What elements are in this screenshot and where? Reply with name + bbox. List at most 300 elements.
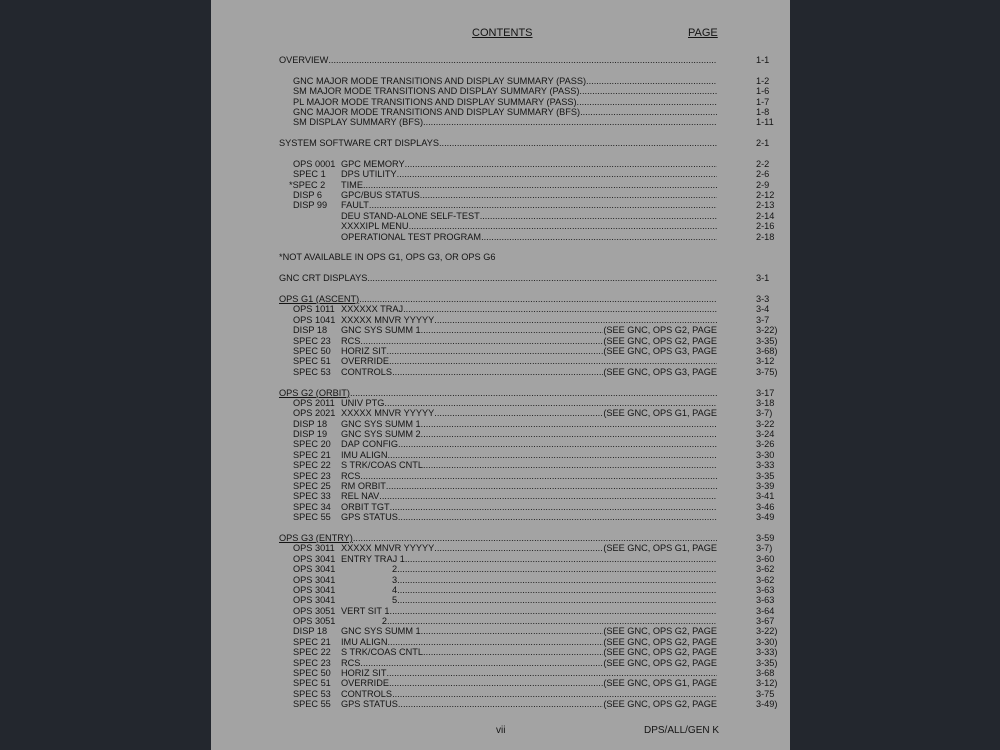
spacer xyxy=(279,377,717,387)
display-entry xyxy=(279,657,778,668)
display-entry xyxy=(279,366,778,377)
entry-page: 3-49) xyxy=(756,699,778,710)
entry-line xyxy=(341,564,717,574)
display-title: DAP CONFIG xyxy=(341,439,399,450)
dot-leader xyxy=(386,346,603,356)
toc-section-gnc xyxy=(279,273,770,284)
display-code: OPS 3041 xyxy=(293,574,336,585)
entry-line xyxy=(341,626,717,636)
display-title: VERT SIT 1 xyxy=(341,605,390,616)
display-title: TIME xyxy=(341,179,363,190)
entry-line xyxy=(279,273,717,283)
display-code: SPEC 21 xyxy=(293,449,331,460)
display-entry xyxy=(279,470,775,481)
entry-page: 3-60 xyxy=(756,553,775,564)
display-code: OPS 0001 xyxy=(293,158,336,169)
dot-leader xyxy=(403,304,717,314)
display-title: IMU ALIGN xyxy=(341,636,388,647)
footnote: *NOT AVAILABLE IN OPS G1, OPS G3, OR OPS G6 xyxy=(279,252,496,263)
display-code: SPEC 55 xyxy=(293,699,331,710)
toc-entry xyxy=(279,96,770,107)
dot-leader xyxy=(392,367,603,377)
entry-page: 3-62 xyxy=(756,564,775,575)
entry-line xyxy=(279,55,717,65)
display-code: OPS 3041 xyxy=(293,564,336,575)
display-title: IMU ALIGN xyxy=(341,449,388,460)
entry-page: 3-30 xyxy=(756,449,775,460)
dot-leader xyxy=(390,606,717,616)
display-title: UNIV PTG xyxy=(341,397,385,408)
cross-reference: (SEE GNC, OPS G3, PAGE xyxy=(603,345,717,356)
display-code: OPS 1011 xyxy=(293,304,335,315)
entry-page: 3-24 xyxy=(756,429,775,440)
display-entry xyxy=(279,335,778,346)
spacer xyxy=(279,523,717,533)
display-code: OPS 3041 xyxy=(293,595,336,606)
entry-page: 3-59 xyxy=(756,532,775,543)
display-entry xyxy=(279,543,773,554)
dot-leader xyxy=(421,626,604,636)
entry-page: 3-67 xyxy=(756,616,775,627)
display-title: DEU STAND-ALONE SELF-TEST xyxy=(341,210,480,221)
display-entry xyxy=(279,491,775,502)
spacer xyxy=(279,128,717,138)
entry-page: 3-49 xyxy=(756,512,775,523)
dot-leader xyxy=(389,678,603,688)
dot-leader xyxy=(434,543,603,553)
dot-leader xyxy=(367,273,717,283)
display-entry xyxy=(279,158,770,169)
dot-leader xyxy=(360,336,603,346)
cross-reference: (SEE GNC, OPS G2, PAGE xyxy=(603,699,717,710)
dot-leader xyxy=(397,169,717,179)
entry-title: SM MAJOR MODE TRANSITIONS AND DISPLAY SUMMARY (PASS) xyxy=(293,86,580,97)
entry-line xyxy=(341,315,717,325)
table-of-contents xyxy=(279,55,778,710)
entry-page: 3-35) xyxy=(756,657,778,668)
display-entry xyxy=(279,460,775,471)
toc-subsection-g2 xyxy=(279,387,775,398)
display-entry xyxy=(279,636,778,647)
dot-leader xyxy=(586,76,717,86)
entry-title: SM DISPLAY SUMMARY (BFS) xyxy=(293,117,424,128)
dot-leader xyxy=(386,481,717,491)
display-entry xyxy=(279,501,775,512)
dot-leader xyxy=(379,491,717,501)
dot-leader xyxy=(409,221,717,231)
entry-line xyxy=(341,554,717,564)
display-title: XXXXX MNVR YYYYY xyxy=(341,314,435,325)
dot-leader xyxy=(480,211,717,221)
entry-line xyxy=(341,439,717,449)
display-title: XXXXX MNVR YYYYY xyxy=(341,543,435,554)
cross-reference: (SEE GNC, OPS G2, PAGE xyxy=(603,325,717,336)
entry-line xyxy=(341,471,717,481)
dot-leader xyxy=(386,668,717,678)
dot-leader xyxy=(360,658,603,668)
display-title: DPS UTILITY xyxy=(341,169,397,180)
display-title: XXXXIPL MENU xyxy=(341,221,409,232)
entry-line xyxy=(341,190,717,200)
cross-reference: (SEE GNC, OPS G2, PAGE xyxy=(603,626,717,637)
display-code: SPEC 33 xyxy=(293,491,331,502)
cross-reference: (SEE GNC, OPS G2, PAGE xyxy=(603,647,717,658)
entry-line xyxy=(341,658,717,668)
dot-leader xyxy=(434,408,603,418)
dot-leader xyxy=(384,398,717,408)
display-title: OVERRIDE xyxy=(341,356,389,367)
footnote-row xyxy=(279,252,717,262)
dot-leader xyxy=(423,647,603,657)
cross-reference: (SEE GNC, OPS G2, PAGE xyxy=(603,335,717,346)
display-entry xyxy=(279,439,775,450)
dot-leader xyxy=(328,55,717,65)
entry-page: 1-1 xyxy=(756,55,770,65)
display-code: *SPEC 2 xyxy=(289,179,326,190)
dot-leader xyxy=(398,439,717,449)
dot-leader xyxy=(398,699,603,709)
display-code: DISP 18 xyxy=(293,626,328,637)
display-title: S TRK/COAS CNTL xyxy=(341,460,424,471)
display-code: SPEC 20 xyxy=(293,439,331,450)
entry-line xyxy=(341,606,717,616)
display-title: 5 xyxy=(341,595,398,606)
display-entry xyxy=(279,699,778,710)
dot-leader xyxy=(387,637,603,647)
display-title: HORIZ SIT xyxy=(341,668,387,679)
entry-line xyxy=(341,647,717,657)
entry-line xyxy=(341,595,717,605)
entry-line xyxy=(279,388,717,398)
entry-page: 3-12 xyxy=(756,356,775,367)
display-code: OPS 3051 xyxy=(293,616,336,627)
display-title: XXXXX MNVR YYYYY xyxy=(341,408,435,419)
entry-page: 2-12 xyxy=(756,190,775,201)
toc-entry xyxy=(279,117,774,128)
cross-reference: (SEE GNC, OPS G1, PAGE xyxy=(603,408,717,419)
dot-leader xyxy=(421,419,717,429)
display-title: 3 xyxy=(341,574,398,585)
entry-page: 3-41 xyxy=(756,491,775,502)
dot-leader xyxy=(363,180,717,190)
display-code: DISP 99 xyxy=(293,200,328,211)
entry-line xyxy=(341,460,717,470)
toc-section-overview xyxy=(279,55,770,65)
display-code: OPS 2021 xyxy=(293,408,336,419)
dot-leader xyxy=(397,595,717,605)
display-code: SPEC 51 xyxy=(293,356,331,367)
spacer xyxy=(279,284,717,294)
display-title: ORBIT TGT xyxy=(341,501,390,512)
entry-line xyxy=(341,678,717,688)
entry-line xyxy=(341,346,717,356)
cross-reference: (SEE GNC, OPS G1, PAGE xyxy=(603,543,717,554)
entry-line xyxy=(341,180,717,190)
entry-line xyxy=(341,336,717,346)
display-entry xyxy=(279,169,770,180)
display-entry xyxy=(279,314,770,325)
display-code: SPEC 51 xyxy=(293,678,331,689)
entry-line xyxy=(341,200,717,210)
toc-subsection-g3 xyxy=(279,532,775,543)
entry-line xyxy=(341,367,717,377)
display-entry xyxy=(279,179,770,190)
entry-line xyxy=(341,429,717,439)
display-title: GNC SYS SUMM 1 xyxy=(341,325,421,336)
entry-line xyxy=(279,533,717,543)
entry-line xyxy=(341,689,717,699)
dot-leader xyxy=(420,190,717,200)
display-code: SPEC 22 xyxy=(293,647,331,658)
entry-page: 2-13 xyxy=(756,200,775,211)
display-entry xyxy=(279,190,775,201)
entry-line xyxy=(279,294,717,304)
display-title: RM ORBIT xyxy=(341,481,386,492)
entry-page: 3-30) xyxy=(756,636,778,647)
contents-heading: CONTENTS xyxy=(472,27,533,39)
entry-line xyxy=(341,585,717,595)
display-title: S TRK/COAS CNTL xyxy=(341,647,424,658)
display-title: GPS STATUS xyxy=(341,699,398,710)
display-title: GPS STATUS xyxy=(341,512,398,523)
entry-line xyxy=(341,575,717,585)
display-title: 2 xyxy=(341,564,398,575)
entry-line xyxy=(341,450,717,460)
dot-leader xyxy=(423,117,717,127)
entry-line xyxy=(293,97,717,107)
display-code: SPEC 55 xyxy=(293,512,331,523)
entry-line xyxy=(341,668,717,678)
display-entry xyxy=(279,668,775,679)
entry-page: 3-75 xyxy=(756,688,775,699)
display-title: OPERATIONAL TEST PROGRAM xyxy=(341,231,482,242)
entry-page: 3-39 xyxy=(756,481,775,492)
entry-page: 3-26 xyxy=(756,439,775,450)
display-title: GNC SYS SUMM 1 xyxy=(341,626,421,637)
entry-page: 1-8 xyxy=(756,106,770,117)
display-code: OPS 1041 xyxy=(293,314,336,325)
entry-title: OVERVIEW xyxy=(279,55,329,65)
display-title: RCS xyxy=(341,470,361,481)
dot-leader xyxy=(397,575,717,585)
display-code: SPEC 25 xyxy=(293,481,331,492)
document-page xyxy=(211,0,790,750)
entry-page: 3-75) xyxy=(756,366,778,377)
display-entry xyxy=(279,304,770,315)
display-entry xyxy=(279,221,775,232)
entry-page: 3-18 xyxy=(756,397,775,408)
display-title: CONTROLS xyxy=(341,366,393,377)
display-title: REL NAV xyxy=(341,491,380,502)
entry-page: 3-7) xyxy=(756,543,773,554)
entry-page: 3-7) xyxy=(756,408,773,419)
toc-subsection-g1 xyxy=(279,293,770,304)
dot-leader xyxy=(405,159,717,169)
cross-reference: (SEE GNC, OPS G2, PAGE xyxy=(603,657,717,668)
display-entry xyxy=(279,595,775,606)
entry-line xyxy=(293,107,717,117)
display-entry xyxy=(279,345,778,356)
dot-leader xyxy=(434,315,717,325)
display-code: SPEC 23 xyxy=(293,657,331,668)
dot-leader xyxy=(439,138,717,148)
entry-page: 2-14 xyxy=(756,210,775,221)
entry-line xyxy=(341,232,717,242)
spacer xyxy=(279,65,717,75)
dot-leader xyxy=(350,388,717,398)
display-code: SPEC 23 xyxy=(293,470,331,481)
entry-line xyxy=(341,699,717,709)
display-entry xyxy=(279,481,775,492)
display-entry xyxy=(279,626,778,637)
display-code: SPEC 53 xyxy=(293,366,331,377)
page-column-heading: PAGE xyxy=(688,27,718,39)
display-entry xyxy=(279,605,775,616)
toc-entry xyxy=(279,86,770,97)
cross-reference: (SEE GNC, OPS G1, PAGE xyxy=(603,678,717,689)
entry-line xyxy=(341,637,717,647)
display-title: RCS xyxy=(341,335,361,346)
entry-page: 3-1 xyxy=(756,273,770,284)
entry-title: GNC MAJOR MODE TRANSITIONS AND DISPLAY SUMMARY (PASS) xyxy=(293,75,587,86)
entry-line xyxy=(341,304,717,314)
display-code: DISP 18 xyxy=(293,418,328,429)
dot-leader xyxy=(392,689,717,699)
entry-title: GNC CRT DISPLAYS xyxy=(279,273,368,284)
entry-line xyxy=(293,117,717,127)
display-entry xyxy=(279,584,775,595)
display-title: FAULT xyxy=(341,200,369,211)
toc-entry xyxy=(279,106,770,117)
dot-leader xyxy=(353,533,717,543)
display-code: OPS 3051 xyxy=(293,605,336,616)
display-entry xyxy=(279,325,778,336)
dot-leader xyxy=(389,356,717,366)
display-entry xyxy=(279,512,775,523)
dot-leader xyxy=(397,564,717,574)
display-code: SPEC 34 xyxy=(293,501,331,512)
display-code: SPEC 50 xyxy=(293,668,331,679)
entry-line xyxy=(341,221,717,231)
dot-leader xyxy=(421,325,604,335)
display-entry xyxy=(279,647,778,658)
display-code: OPS 3011 xyxy=(293,543,335,554)
entry-line xyxy=(341,419,717,429)
dot-leader xyxy=(390,502,717,512)
dot-leader xyxy=(359,294,717,304)
display-entry xyxy=(279,553,775,564)
entry-page: 2-2 xyxy=(756,158,770,169)
dot-leader xyxy=(405,554,717,564)
entry-line xyxy=(293,86,717,96)
entry-page: 3-22) xyxy=(756,626,778,637)
entry-page: 1-7 xyxy=(756,96,770,107)
footer-doc-id: DPS/ALL/GEN K xyxy=(644,725,720,736)
footer-page-number: vii xyxy=(496,725,506,736)
entry-page: 3-22 xyxy=(756,418,775,429)
entry-page: 2-16 xyxy=(756,221,775,232)
dot-leader xyxy=(481,232,717,242)
dot-leader xyxy=(421,429,717,439)
dot-leader xyxy=(387,450,717,460)
entry-line xyxy=(341,502,717,512)
display-code: SPEC 53 xyxy=(293,688,331,699)
entry-page: 3-4 xyxy=(756,304,770,315)
display-entry xyxy=(279,688,775,699)
entry-page: 3-35 xyxy=(756,470,775,481)
entry-page: 3-33) xyxy=(756,647,778,658)
display-title: XXXXXX TRAJ xyxy=(341,304,404,315)
entry-page: 3-63 xyxy=(756,584,775,595)
dot-leader xyxy=(580,107,717,117)
display-entry xyxy=(279,210,775,221)
display-entry xyxy=(279,408,773,419)
display-code: SPEC 1 xyxy=(293,169,326,180)
entry-page: 3-7 xyxy=(756,314,770,325)
entry-page: 3-62 xyxy=(756,574,775,585)
entry-line xyxy=(341,543,717,553)
entry-title: GNC MAJOR MODE TRANSITIONS AND DISPLAY SUMMARY (BFS) xyxy=(293,106,581,117)
display-entry xyxy=(279,678,778,689)
entry-page: 1-6 xyxy=(756,86,770,97)
spacer xyxy=(279,263,717,273)
display-entry xyxy=(279,356,775,367)
dot-leader xyxy=(369,200,717,210)
display-title: 2 xyxy=(341,616,387,627)
display-title: OVERRIDE xyxy=(341,678,389,689)
entry-title: PL MAJOR MODE TRANSITIONS AND DISPLAY SUMMARY (PASS) xyxy=(293,96,577,107)
entry-line xyxy=(279,138,717,148)
dot-leader xyxy=(387,616,717,626)
display-title: GPC/BUS STATUS xyxy=(341,190,420,201)
entry-line xyxy=(341,325,717,335)
display-entry xyxy=(279,429,775,440)
display-code: DISP 6 xyxy=(293,190,322,201)
display-title: CONTROLS xyxy=(341,688,393,699)
display-code: SPEC 50 xyxy=(293,345,331,356)
entry-page: 3-68) xyxy=(756,345,778,356)
display-code: SPEC 23 xyxy=(293,335,331,346)
dot-leader xyxy=(398,512,717,522)
entry-page: 2-6 xyxy=(756,169,770,180)
entry-title: OPS G1 (ASCENT) xyxy=(279,293,360,304)
entry-line xyxy=(341,481,717,491)
toc-section-system xyxy=(279,138,770,149)
entry-page: 2-1 xyxy=(756,138,770,149)
cross-reference: (SEE GNC, OPS G2, PAGE xyxy=(603,636,717,647)
entry-page: 3-68 xyxy=(756,668,775,679)
display-code: OPS 3041 xyxy=(293,553,336,564)
display-entry xyxy=(279,616,775,627)
entry-title: SYSTEM SOFTWARE CRT DISPLAYS xyxy=(279,138,439,149)
dot-leader xyxy=(577,97,717,107)
display-title: GPC MEMORY xyxy=(341,158,405,169)
entry-line xyxy=(341,512,717,522)
entry-line xyxy=(293,76,717,86)
entry-line xyxy=(341,408,717,418)
dot-leader xyxy=(360,471,717,481)
display-entry xyxy=(279,574,775,585)
cross-reference: (SEE GNC, OPS G3, PAGE xyxy=(603,366,717,377)
toc-entry xyxy=(279,75,770,86)
display-title: RCS xyxy=(341,657,361,668)
entry-line xyxy=(341,159,717,169)
entry-page: 3-46 xyxy=(756,501,775,512)
display-title: 4 xyxy=(341,584,398,595)
entry-page: 1-2 xyxy=(756,75,770,86)
entry-page: 3-64 xyxy=(756,605,775,616)
entry-line xyxy=(341,356,717,366)
